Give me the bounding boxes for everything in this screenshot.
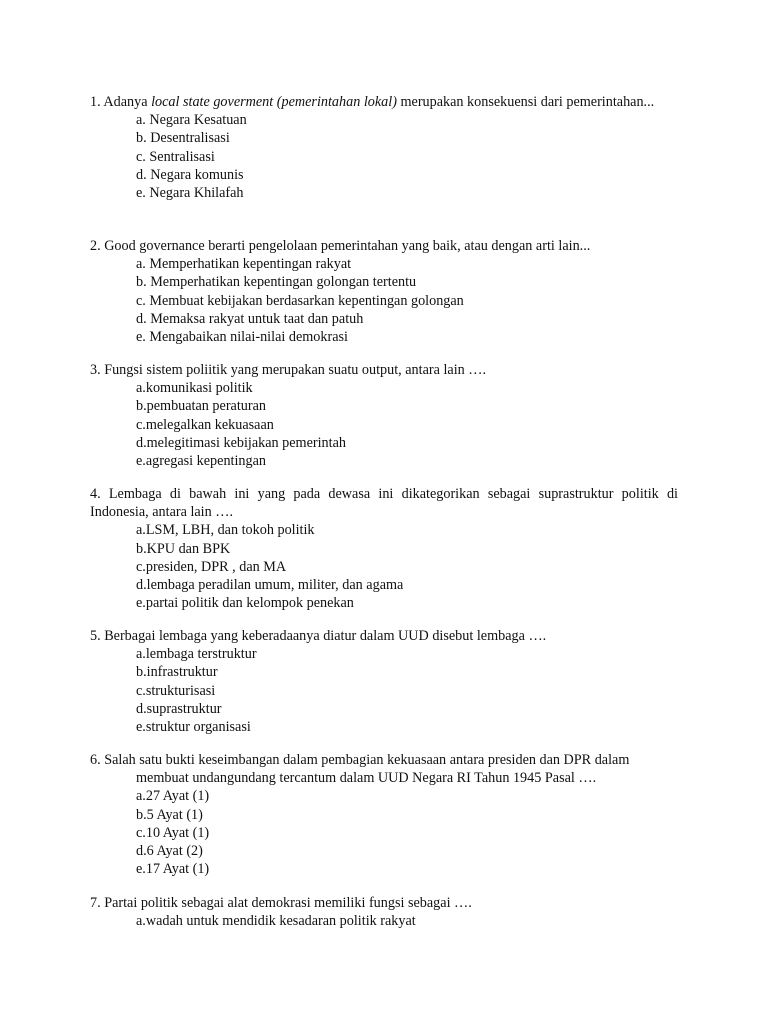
option: d.lembaga peradilan umum, militer, dan agama [136,577,404,594]
question-1-text-italic: local state goverment (pemerintahan lokal) [151,94,397,110]
question-1-number: 1. [90,94,101,110]
question-7-text: 7. Partai politik sebagai alat demokrasi memiliki fungsi sebagai …. [90,895,472,911]
question-7 [90,894,678,930]
question-6 [90,751,678,878]
option: c. Sentralisasi [136,148,215,165]
option: b.pembuatan peraturan [136,398,266,415]
question-3 [90,361,678,470]
option: d.suprastruktur [136,700,222,717]
option: c.strukturisasi [136,682,216,699]
option: b. Desentralisasi [136,130,230,147]
question-1 [90,93,678,202]
option: d.6 Ayat (2) [136,843,203,860]
option: e.partai politik dan kelompok penekan [136,595,354,612]
option: a. Memperhatikan kepentingan rakyat [136,256,352,273]
option: a.LSM, LBH, dan tokoh politik [136,522,315,539]
question-1-text [90,93,678,111]
option: d. Negara komunis [136,166,244,183]
option: a.wadah untuk mendidik kesadaran politik rakyat [136,913,416,930]
option: c.10 Ayat (1) [136,824,210,841]
question-3-text: 3. Fungsi sistem poliitik yang merupakan suatu output, antara lain …. [90,362,487,378]
question-4-text: 4. Lembaga di bawah ini yang pada dewasa ini dikategorikan sebagai suprastruktur politik di Indonesia, antara lain …. [90,486,678,521]
option: d. Memaksa rakyat untuk taat dan patuh [136,310,364,327]
question-5 [90,627,678,736]
question-1-text-after: merupakan konsekuensi dari pemerintahan... [396,94,655,110]
option: d.melegitimasi kebijakan pemerintah [136,434,346,451]
option: c.presiden, DPR , dan MA [136,558,287,575]
question-2-text: 2. Good governance berarti pengelolaan pemerintahan yang baik, atau dengan arti lain... [90,238,591,254]
option: a.komunikasi politik [136,380,253,397]
question-6-text: 6. Salah satu bukti keseimbangan dalam pembagian kekuasaan antara presiden dan DPR dalam membuat undangundang tercantum dalam UUD Negara RI Tahun 1945 Pasal …. [90,752,630,787]
option: a. Negara Kesatuan [136,112,247,129]
option: a.lembaga terstruktur [136,646,257,663]
option: e.17 Ayat (1) [136,861,210,878]
question-5-text: 5. Berbagai lembaga yang keberadaanya diatur dalam UUD disebut lembaga …. [90,628,547,644]
option: b.KPU dan BPK [136,540,231,557]
option: c.melegalkan kekuasaan [136,416,274,433]
question-2 [90,237,678,346]
option: b.infrastruktur [136,664,218,681]
option: e.agregasi kepentingan [136,453,266,470]
option: e. Negara Khilafah [136,185,244,202]
option: c. Membuat kebijakan berdasarkan kepentingan golongan [136,292,464,309]
question-1-text-before: Adanya [100,94,152,110]
option: e.struktur organisasi [136,719,251,736]
option: b. Memperhatikan kepentingan golongan tertentu [136,274,417,291]
option: b.5 Ayat (1) [136,806,203,823]
option: a.27 Ayat (1) [136,788,210,805]
option: e. Mengabaikan nilai-nilai demokrasi [136,329,348,346]
question-4 [90,485,678,612]
